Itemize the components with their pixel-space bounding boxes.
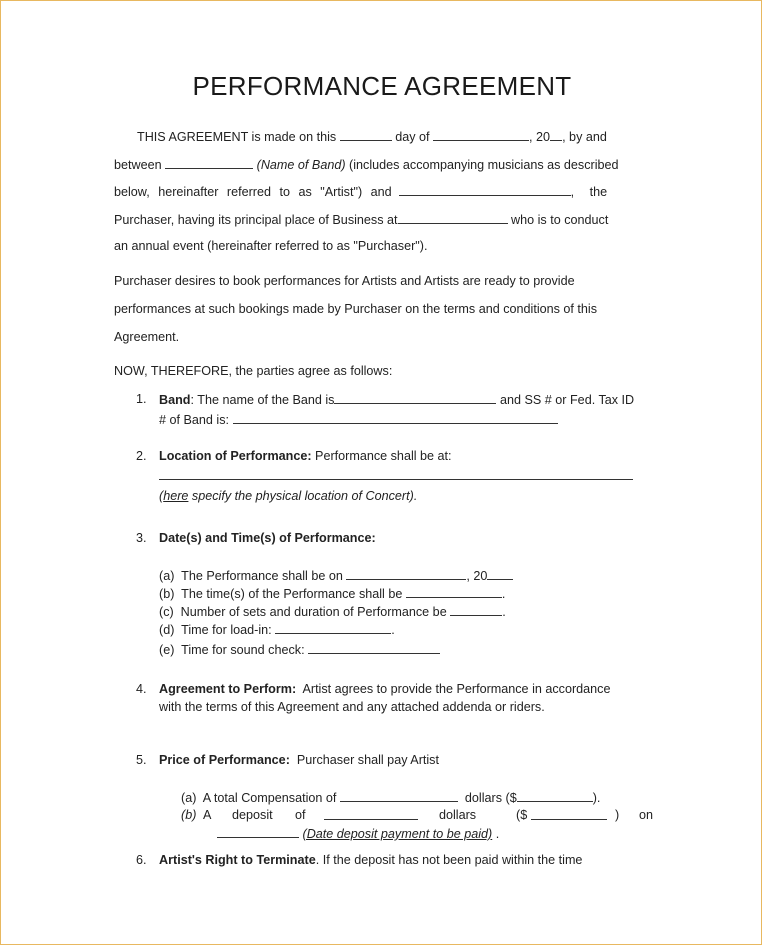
text: (e) Time for sound check: [159, 643, 305, 657]
clause-heading: Artist's Right to Terminate [159, 853, 316, 867]
clause-number: 1. [136, 392, 147, 406]
clause-line [159, 753, 439, 767]
text: Agreement. [114, 330, 180, 344]
text: . If the deposit has not been paid within the time [315, 853, 583, 867]
text: (a) The Performance shall be on [159, 569, 343, 583]
text: here [163, 489, 189, 503]
text: . [495, 827, 500, 841]
document-title: PERFORMANCE AGREEMENT [192, 71, 572, 101]
text: A [203, 808, 212, 822]
blank-date [346, 568, 466, 580]
intro-line-1 [137, 129, 607, 144]
blank-day [340, 129, 392, 141]
blank-compensation [340, 790, 458, 802]
sub-item-b: (b) The time(s) of the Performance shall be . [159, 587, 506, 601]
sub-item-a [159, 568, 513, 583]
text: of [295, 808, 306, 822]
underline [324, 808, 418, 820]
text: deposit [232, 808, 273, 822]
blank-deposit-amount [531, 808, 607, 823]
clause-line [159, 449, 452, 463]
text: (b) The time(s) of the Performance shall be [159, 587, 403, 601]
blank-business [398, 212, 508, 224]
clause-number: 3. [136, 531, 147, 545]
blank-sound-check [308, 642, 440, 654]
clause-heading: Location of Performance: [159, 449, 312, 463]
blank-year [487, 568, 513, 580]
intro-line-4 [114, 212, 608, 227]
text: , the [570, 185, 608, 199]
clause-heading: Date(s) and Time(s) of Performance: [159, 531, 376, 545]
text: (Name of Band) [256, 158, 346, 172]
text: performances at such bookings made by Purchaser on the terms and conditions of this [114, 302, 598, 316]
clause-line [159, 412, 558, 427]
sub-item-e [159, 642, 440, 657]
clause-number: 5. [136, 753, 147, 767]
blank-times [406, 586, 502, 598]
text: on [639, 808, 654, 822]
text: and SS # or Fed. Tax ID [499, 393, 635, 407]
text: (a) A total Compensation of [181, 791, 337, 805]
text: (b) [181, 808, 197, 822]
text: below, hereinafter referred to as "Artist") and [114, 185, 392, 199]
blank-band-name [334, 392, 496, 404]
text: Purchaser shall pay Artist [296, 753, 439, 767]
text: between [114, 158, 162, 172]
text: (d) Time for load-in: [159, 623, 272, 637]
text: (includes accompanying musicians as described [349, 158, 619, 172]
text: (Date deposit payment to be paid) [302, 827, 493, 841]
text: dollars [439, 808, 477, 822]
blank-deposit-date [217, 826, 299, 838]
sub-item-a [181, 790, 600, 805]
sub-item-d: (d) Time for load-in: . [159, 623, 395, 637]
text: (c) Number of sets and duration of Performance be [159, 605, 447, 619]
clause-line [159, 682, 610, 696]
clause-number: 2. [136, 449, 147, 463]
text: dollars ($ [464, 791, 517, 805]
now-therefore: NOW, THEREFORE, the parties agree as follows: [114, 364, 393, 378]
text: Artist agrees to provide the Performance in accordance [302, 682, 611, 696]
underline [531, 808, 607, 820]
text: ). [592, 791, 601, 805]
intro-line-5: an annual event (hereinafter referred to as "Purchaser"). [114, 239, 428, 253]
text: who is to conduct [511, 213, 609, 227]
text: : The name of the Band is [190, 393, 335, 407]
clause-line [159, 392, 634, 407]
clause-number: 6. [136, 853, 147, 867]
text: THIS AGREEMENT is made on this [137, 130, 337, 144]
clause-heading: Price of Performance: [159, 753, 290, 767]
blank-tax-id [233, 412, 558, 424]
text: , 20 [466, 569, 488, 583]
text: Purchaser, having its principal place of Business at [114, 213, 398, 227]
blank-load-in [275, 622, 391, 634]
text: specify the physical location of Concert). [188, 489, 418, 503]
clause-line [159, 853, 582, 867]
intro-line-3 [114, 184, 607, 199]
text: ($ [516, 808, 528, 822]
text: with the terms of this Agreement and any attached addenda or riders. [159, 700, 545, 714]
text: Performance shall be at: [315, 449, 452, 463]
blank-month [433, 129, 529, 141]
blank-sets [450, 604, 502, 616]
clause-note: (here specify the physical location of Concert). [159, 489, 418, 503]
clause-heading: Agreement to Perform: [159, 682, 297, 696]
sub-item-c: (c) Number of sets and duration of Performance be . [159, 605, 506, 619]
intro-line-2 [114, 157, 619, 172]
text: ) [615, 808, 620, 822]
blank-deposit [324, 808, 418, 823]
text: day of [395, 130, 430, 144]
blank-year [550, 129, 562, 141]
clause-heading: Band [159, 393, 191, 407]
clause-number: 4. [136, 682, 147, 696]
blank-amount [517, 790, 593, 802]
text: # of Band is: [159, 413, 230, 427]
deposit-date-line [217, 826, 499, 841]
text: , 20 [529, 130, 551, 144]
text: Purchaser desires to book performances for Artists and Artists are ready to provide [114, 274, 575, 288]
text: , by and [562, 130, 607, 144]
blank-purchaser [399, 184, 571, 196]
blank-band-name [165, 157, 253, 169]
blank-location [159, 479, 633, 480]
